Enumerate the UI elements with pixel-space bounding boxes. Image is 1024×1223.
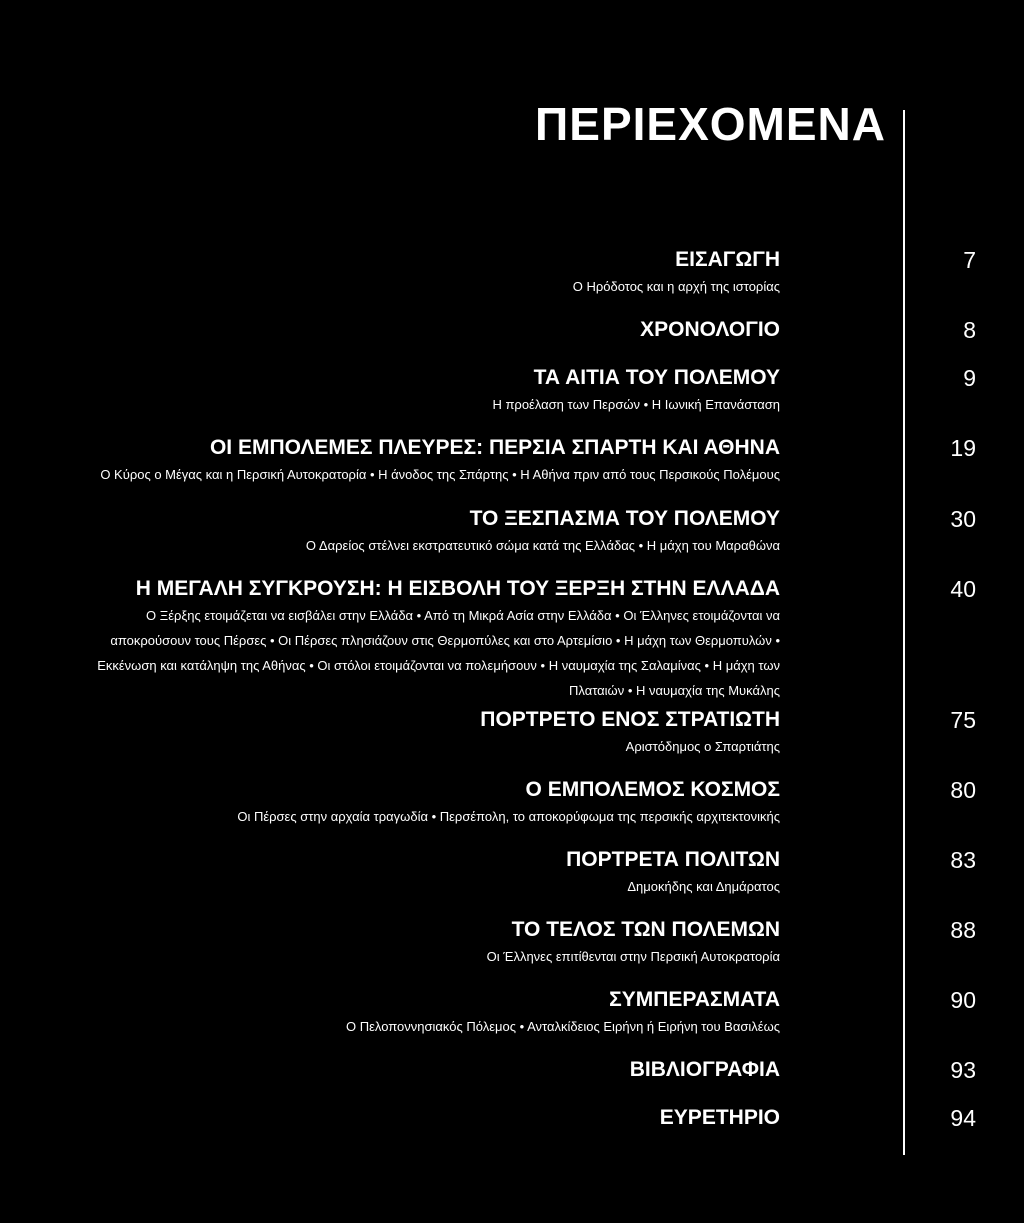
toc-entry-title: ΧΡΟΝΟΛΟΓΙΟ — [640, 318, 780, 341]
toc-entry-outbreak-of-war[interactable] — [90, 505, 976, 559]
toc-entry-page-number: 19 — [950, 435, 976, 461]
toc-entry-page-number: 40 — [950, 576, 976, 602]
toc-entry-title: Ο ΕΜΠΟΛΕΜΟΣ ΚΟΣΜΟΣ — [525, 778, 780, 801]
toc-entry-description: Αριστόδημος ο Σπαρτιάτης — [625, 739, 780, 754]
toc-entry-description: Δημοκήδης και Δημάρατος — [627, 879, 780, 894]
toc-entry-title: ΕΙΣΑΓΩΓΗ — [675, 248, 780, 271]
toc-entry-page-number: 94 — [950, 1105, 976, 1131]
toc-entry-title: ΕΥΡΕΤΗΡΙΟ — [659, 1106, 780, 1129]
toc-entry-world-at-war[interactable] — [90, 776, 976, 830]
toc-entry-title: ΤΑ ΑΙΤΙΑ ΤΟΥ ΠΟΛΕΜΟΥ — [533, 366, 780, 389]
toc-entry-great-clash[interactable] — [90, 575, 976, 703]
toc-entry-title: ΒΙΒΛΙΟΓΡΑΦΙΑ — [629, 1058, 780, 1081]
toc-entry-page-number: 90 — [950, 987, 976, 1013]
toc-entry-page-number: 9 — [963, 365, 976, 391]
toc-entry-belligerents[interactable] — [90, 434, 976, 488]
toc-entry-page-number: 7 — [963, 247, 976, 273]
toc-entry-description: Οι Πέρσες στην αρχαία τραγωδία • Περσέπολη, το αποκορύφωμα της περσικής αρχιτεκτονικής — [237, 809, 780, 824]
toc-entry-bibliography[interactable] — [90, 1056, 976, 1084]
toc-entry-description: Ο Κύρος ο Μέγας και η Περσική Αυτοκρατορία • Η άνοδος της Σπάρτης • Η Αθήνα πριν από τους Περσικούς Πολέμους — [100, 467, 780, 482]
toc-entry-page-number: 8 — [963, 317, 976, 343]
toc-entry-title: ΟΙ ΕΜΠΟΛΕΜΕΣ ΠΛΕΥΡΕΣ: ΠΕΡΣΙΑ ΣΠΑΡΤΗ ΚΑΙ ΑΘΗΝΑ — [209, 436, 780, 459]
page-title: ΠΕΡΙΕΧΟΜΕΝΑ — [535, 98, 886, 150]
toc-entry-description: Η προέλαση των Περσών • Η Ιωνική Επανάσταση — [492, 397, 780, 412]
toc-entry-page-number: 30 — [950, 506, 976, 532]
toc-entry-page-number: 93 — [950, 1057, 976, 1083]
toc-entry-description: Ο Ξέρξης ετοιμάζεται να εισβάλει στην Ελλάδα • Από τη Μικρά Ασία στην Ελλάδα • Οι Έλληνες ετοιμάζονται να αποκρούσουν τους Πέρσες • Οι Πέρσες πλησιάζουν στις Θερμοπύλες και στο Αρτεμίσιο • Η μάχη των Θερμοπυλών • Εκκένωση και κατάληψη της Αθήνας • Οι στόλοι ετοιμάζονται να πολεμήσουν • Η ναυμαχία της Σαλαμίνας • Η μάχη των Πλαταιών • Η ναυμαχία της Μυκάλης — [97, 608, 780, 698]
toc-entry-portrait-soldier[interactable] — [90, 706, 976, 760]
toc-entry-title: ΣΥΜΠΕΡΑΣΜΑΤΑ — [609, 988, 780, 1011]
toc-entry-description: Ο Δαρείος στέλνει εκστρατευτικό σώμα κατά της Ελλάδας • Η μάχη του Μαραθώνα — [305, 538, 780, 553]
toc-entry-description: Ο Ηρόδοτος και η αρχή της ιστορίας — [572, 279, 780, 294]
toc-entry-introduction[interactable] — [90, 246, 976, 300]
toc-entry-causes-of-war[interactable] — [90, 364, 976, 418]
toc-entry-page-number: 80 — [950, 777, 976, 803]
toc-entry-title: Η ΜΕΓΑΛΗ ΣΥΓΚΡΟΥΣΗ: Η ΕΙΣΒΟΛΗ ΤΟΥ ΞΕΡΞΗ ΣΤΗΝ ΕΛΛΑΔΑ — [135, 577, 780, 600]
toc-entry-title: ΤΟ ΤΕΛΟΣ ΤΩΝ ΠΟΛΕΜΩΝ — [511, 918, 780, 941]
toc-entry-page-number: 88 — [950, 917, 976, 943]
toc-entry-title: ΠΟΡΤΡΕΤΑ ΠΟΛΙΤΩΝ — [566, 848, 780, 871]
toc-entry-description: Ο Πελοποννησιακός Πόλεμος • Ανταλκίδειος Ειρήνη ή Ειρήνη του Βασιλέως — [345, 1019, 780, 1034]
toc-entry-end-of-wars[interactable] — [90, 916, 976, 970]
toc-entry-page-number: 75 — [950, 707, 976, 733]
toc-entry-conclusions[interactable] — [90, 986, 976, 1040]
toc-entry-index[interactable] — [90, 1104, 976, 1132]
toc-entry-title: ΠΟΡΤΡΕΤΟ ΕΝΟΣ ΣΤΡΑΤΙΩΤΗ — [480, 708, 780, 731]
toc-entry-portrait-civilians[interactable] — [90, 846, 976, 900]
toc-entry-title: ΤΟ ΞΕΣΠΑΣΜΑ ΤΟΥ ΠΟΛΕΜΟΥ — [469, 507, 780, 530]
toc-entry-chronology[interactable] — [90, 316, 976, 344]
toc-entry-description: Οι Έλληνες επιτίθενται στην Περσική Αυτοκρατορία — [486, 949, 780, 964]
toc-entry-page-number: 83 — [950, 847, 976, 873]
